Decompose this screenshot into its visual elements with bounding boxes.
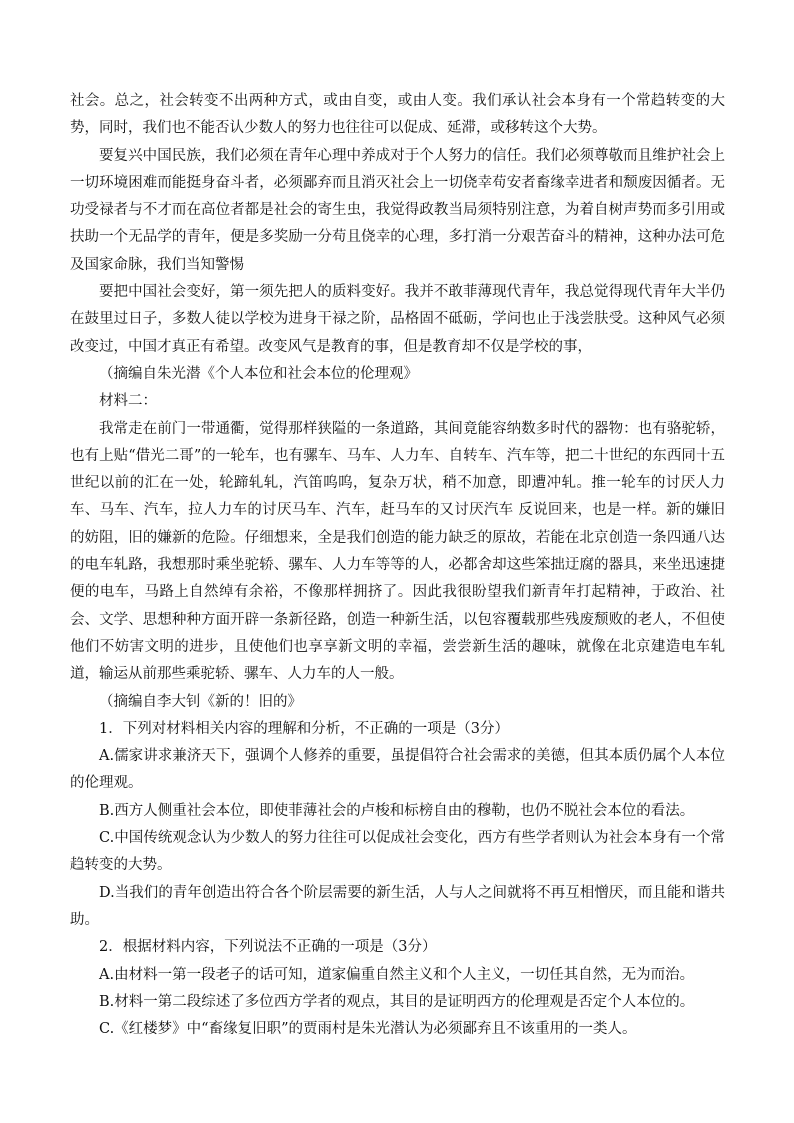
question-1-option-d: D.当我们的青年创造出符合各个阶层需要的新生活，人与人之间就将不再互相憎厌，而且能和谐共助。 (70, 884, 725, 928)
question-1-option-c: C.中国传统观念认为少数人的努力往往可以促成社会变化，西方有些学者则认为社会本身有一个常趋转变的大势。 (70, 830, 725, 874)
source-citation-li: （摘编自李大钊《新的！旧的》 (99, 693, 302, 710)
paragraph-revive-nation: 要复兴中国民族，我们必须在青年心理中养成对于个人努力的信任。我们必须尊敬而且维护社会上一切环境困难而能挺身奋斗者，必须鄙弃而且消灭社会上一切侥幸苟安者畜缘幸进者和颓废因循者。无功受禄者与不才而在高位者都是社会的寄生虫，我觉得政教当局须特别注意，为着自树声势而多引用或扶助一个无品学的青年，便是多奖励一分苟且侥幸的心理，多打消一分艰苦奋斗的精神，这种办法可危及国家命脉，我们当知警惕 (70, 147, 725, 273)
question-2-option-b: B.材料一第二段综述了多位西方学者的观点，其目的是证明西方的伦理观是否定个人本位的。 (99, 993, 695, 1010)
question-2-option-a: A.由材料一第一段老子的话可知，道家偏重自然主义和个人主义，一切任其自然，无为而治。 (99, 966, 695, 983)
paragraph-improve-society: 要把中国社会变好，第一须先把人的质料变好。我并不敢菲薄现代青年，我总觉得现代青年大半仍在鼓里过日子，多数人徒以学校为进身干禄之阶，品格固不砥砺，学问也止于浅尝肤受。这种风气必须改变过，中国才真正有希望。改变风气是教育的事，但是教育却不仅是学校的事， (70, 284, 725, 355)
question-1-option-a: A.儒家讲求兼济天下，强调个人修养的重要，虽提倡符合社会需求的美德，但其本质仍属个人本位的伦理观。 (70, 748, 725, 792)
material-two-heading: 材料二： (99, 393, 157, 410)
source-citation-zhu: （摘编自朱光潜《个人本位和社会本位的伦理观》 (99, 365, 418, 382)
question-1-stem: 1．下列对材料相关内容的理解和分析，不正确的一项是（3分） (99, 720, 509, 737)
document-page (70, 88, 725, 1043)
question-1-option-b: B.西方人侧重社会本位，即使菲薄社会的卢梭和标榜自由的穆勒，也仍不脱社会本位的看法。 (99, 802, 695, 819)
paragraph-qianmen-road: 我常走在前门一带通衢，觉得那样狭隘的一条道路，其间竟能容纳数多时代的器物：也有骆驼轿，也有上贴“借光二哥”的一轮车，也有骡车、马车、人力车、自转车、汽车等，把二十世纪的东西同十五世纪以前的汇在一处，轮蹄轧轧，汽笛呜呜，复杂万状，稍不加意，即遭冲轧。推一轮车的讨厌人力车、马车、汽车，拉人力车的讨厌马车、汽车，赶马车的又讨厌汽车 反说回来，也是一样。新的嫌旧的妨阻，旧的嫌新的危险。仔细想来，全是我们创造的能力缺乏的原故，若能在北京创造一条四通八达的电车轧路，我想那时乘坐驼轿、骡车、人力车等等的人，必都舍却这些笨拙迂腐的器具，来坐迅速捷便的电车，马路上自然绰有余裕，不像那样拥挤了。因此我很盼望我们新青年打起精神，于政治、社会、文学、思想种种方面开辟一条新径路，创造一种新生活，以包容覆载那些残废颓败的老人，不但使他们不妨害文明的进步，且使他们也享享新文明的幸福，尝尝新生活的趣味，就像在北京建造电车轧道，输运从前那些乘驼轿、骡车、人力车的人一般。 (70, 420, 725, 683)
question-2-stem: 2．根据材料内容，下列说法不正确的一项是（3分） (99, 939, 437, 956)
question-2-option-c: C.《红楼梦》中“畜缘复旧职”的贾雨村是朱光潜认为必须鄙弃且不该重用的一类人。 (99, 1021, 637, 1038)
paragraph-continuation: 社会。总之，社会转变不出两种方式，或由自变，或由人变。我们承认社会本身有一个常趋转变的大势，同时，我们也不能否认少数人的努力也往往可以促成、延滞，或移转这个大势。 (70, 93, 725, 137)
